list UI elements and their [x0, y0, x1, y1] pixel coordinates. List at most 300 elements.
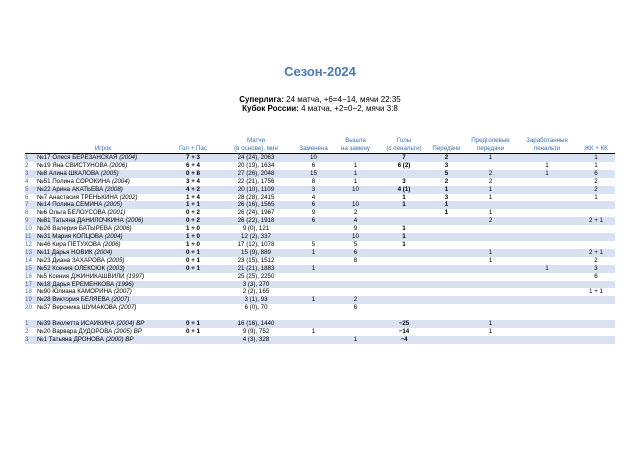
player-name-text: №37 Вероника ШУМАКОВА [37, 304, 117, 312]
subbed-off-cell [295, 336, 332, 344]
matches-cell: 9 (0), 121 [217, 225, 295, 233]
player-birth-year: (2005) ВР [114, 327, 142, 335]
row-index-cell: 17 [25, 281, 37, 289]
pre-assists-cell [464, 225, 517, 233]
player-name-text: №14 Полина СЁМИНА [37, 201, 103, 209]
assists-cell [429, 265, 464, 273]
goals-assists-cell [169, 304, 217, 312]
assists-cell [429, 217, 464, 225]
subbed-off-cell: 9 [295, 209, 332, 217]
col-assists: Передачи [429, 137, 464, 154]
assists-cell: 3 [429, 194, 464, 202]
summary-label: Суперлига: [239, 95, 284, 104]
matches-cell: 22 (21), 1756 [217, 178, 295, 186]
pre-assists-cell: 2 [464, 217, 517, 225]
pre-assists-cell [464, 273, 517, 281]
row-index-cell: 14 [25, 257, 37, 265]
goals-assists-cell: 0 + 8 [169, 170, 217, 178]
goals-assists-cell: 0 + 1 [169, 249, 217, 257]
player-name-cell [37, 178, 169, 186]
assists-cell [429, 273, 464, 281]
subbed-off-cell [295, 225, 332, 233]
matches-cell: 3 (3), 270 [217, 281, 295, 289]
subbed-off-cell [295, 257, 332, 265]
pre-assists-cell: 1 [464, 194, 517, 202]
subbed-on-cell [332, 265, 379, 273]
goalkeeper-row [25, 328, 615, 336]
assists-cell: 2 [429, 154, 464, 162]
row-index-cell: 5 [25, 186, 37, 194]
goals-assists-cell: 0 + 1 [169, 265, 217, 273]
player-name-text: №39 Виолетта ИСАЙКИНА [37, 320, 115, 328]
matches-cell: 20 (10), 1109 [217, 186, 295, 194]
goals-cell: −4 [379, 336, 429, 344]
player-row [25, 304, 615, 312]
goals-assists-cell: 0 + 2 [169, 209, 217, 217]
penalties-won-cell [517, 209, 577, 217]
subbed-on-cell: 1 [332, 178, 379, 186]
subbed-on-cell [332, 281, 379, 289]
assists-cell [429, 233, 464, 241]
cards-cell: 1 [577, 194, 615, 202]
assists-cell [429, 336, 464, 344]
cards-cell: 1 + 1 [577, 288, 615, 296]
goals-assists-cell [169, 281, 217, 289]
player-row [25, 209, 615, 217]
subbed-off-cell [295, 273, 332, 281]
goals-cell: 6 (2) [379, 162, 429, 170]
player-birth-year: (2005) [106, 256, 125, 264]
player-name-cell [37, 288, 169, 296]
penalties-won-cell [517, 186, 577, 194]
goals-cell [379, 288, 429, 296]
row-index-cell: 3 [25, 170, 37, 178]
matches-cell: 2 (2), 165 [217, 288, 295, 296]
player-name-cell [37, 162, 169, 170]
penalties-won-cell [517, 225, 577, 233]
player-birth-year: (2004) [94, 248, 113, 256]
penalties-won-cell [517, 217, 577, 225]
penalties-won-cell [517, 273, 577, 281]
penalties-won-cell [517, 178, 577, 186]
assists-cell [429, 225, 464, 233]
player-stats-table [25, 137, 615, 344]
table-spacer [25, 312, 615, 320]
subbed-off-cell: 5 [295, 241, 332, 249]
assists-cell [429, 257, 464, 265]
assists-cell [429, 304, 464, 312]
player-name-cell [37, 281, 169, 289]
table-spacer-cell [25, 312, 615, 320]
subbed-off-cell [295, 320, 332, 328]
subbed-off-cell [295, 304, 332, 312]
matches-cell: 28 (28), 2415 [217, 194, 295, 202]
cards-cell [577, 320, 615, 328]
col-goals-assists: Гол + Пас [169, 137, 217, 154]
subbed-on-cell: 6 [332, 249, 379, 257]
pre-assists-cell [464, 296, 517, 304]
goals-cell [379, 296, 429, 304]
assists-cell [429, 288, 464, 296]
player-name-text: №8 Алина ШКАЛОВА [37, 169, 100, 177]
matches-cell: 21 (21), 1883 [217, 265, 295, 273]
row-index-cell: 6 [25, 194, 37, 202]
subbed-on-cell [332, 288, 379, 296]
pre-assists-cell [464, 201, 517, 209]
pre-assists-cell: 1 [464, 328, 517, 336]
row-index-cell: 10 [25, 225, 37, 233]
goals-cell: 3 [379, 178, 429, 186]
assists-cell [429, 328, 464, 336]
goals-assists-cell [169, 336, 217, 344]
pre-assists-cell [464, 281, 517, 289]
penalties-won-cell [517, 328, 577, 336]
player-name-cell [37, 170, 169, 178]
player-name-cell [37, 154, 169, 162]
pre-assists-cell: 1 [464, 257, 517, 265]
col-goals: Голы (с пенальти) [379, 137, 429, 154]
assists-cell: 1 [429, 209, 464, 217]
player-name-text: №6 Ольга БЕЛОУСОВА [37, 209, 106, 217]
matches-cell: 24 (24), 2063 [217, 154, 295, 162]
penalties-won-cell [517, 154, 577, 162]
col-player: Игрок [37, 137, 169, 154]
subbed-on-cell [332, 154, 379, 162]
player-name-cell [37, 320, 169, 328]
cards-cell [577, 225, 615, 233]
player-row [25, 186, 615, 194]
cards-cell [577, 281, 615, 289]
subbed-off-cell: 6 [295, 201, 332, 209]
penalties-won-cell [517, 201, 577, 209]
player-birth-year: (2006) [125, 217, 144, 225]
subbed-on-cell: 4 [332, 217, 379, 225]
subbed-off-cell: 1 [295, 328, 332, 336]
player-name-cell [37, 257, 169, 265]
row-index-cell: 8 [25, 209, 37, 217]
player-birth-year: (2006) [109, 161, 128, 169]
assists-cell: 2 [429, 178, 464, 186]
player-birth-year: (2003) [106, 264, 125, 272]
player-row [25, 288, 615, 296]
row-index-cell: 16 [25, 273, 37, 281]
goals-assists-cell [169, 273, 217, 281]
player-name-text: №22 Арина АКАТЬЕВА [37, 185, 104, 193]
goalkeeper-row [25, 336, 615, 344]
goals-cell: 1 [379, 233, 429, 241]
col-index [25, 137, 37, 154]
player-name-text: №17 Олеся БЕРЕЗАНСКАЯ [37, 154, 118, 161]
subbed-off-cell: 6 [295, 217, 332, 225]
player-birth-year: (2006) [113, 225, 132, 233]
cards-cell: 6 [577, 170, 615, 178]
row-index-cell: 2 [25, 328, 37, 336]
player-name-cell [37, 336, 169, 344]
col-pre-assists: Предголевые передачи [464, 137, 517, 154]
pre-assists-cell: 1 [464, 186, 517, 194]
pre-assists-cell [464, 288, 517, 296]
goals-assists-cell: 0 + 1 [169, 320, 217, 328]
player-name-cell [37, 304, 169, 312]
penalties-won-cell: 1 [517, 170, 577, 178]
subbed-on-cell: 5 [332, 241, 379, 249]
player-name-cell [37, 273, 169, 281]
cards-cell [577, 201, 615, 209]
matches-cell: 4 (3), 328 [217, 336, 295, 344]
assists-cell [429, 249, 464, 257]
goals-cell: −25 [379, 320, 429, 328]
matches-cell: 12 (2), 337 [217, 233, 295, 241]
goals-assists-cell: 1 + 0 [169, 233, 217, 241]
goals-assists-cell: 6 + 4 [169, 162, 217, 170]
goals-assists-cell: 1 + 4 [169, 194, 217, 202]
row-index-cell: 13 [25, 249, 37, 257]
player-row [25, 273, 615, 281]
row-index-cell: 18 [25, 288, 37, 296]
row-index-cell: 12 [25, 241, 37, 249]
player-birth-year: (2005) [100, 169, 119, 177]
pre-assists-cell: 2 [464, 170, 517, 178]
cards-cell: 2 [577, 257, 615, 265]
player-name-text: №19 Яна СВИСТУНОВА [37, 161, 108, 169]
goals-cell: 1 [379, 241, 429, 249]
goals-assists-cell: 4 + 2 [169, 186, 217, 194]
player-birth-year: (2002) [119, 193, 138, 201]
assists-cell [429, 296, 464, 304]
goals-cell [379, 249, 429, 257]
matches-cell: 27 (26), 2048 [217, 170, 295, 178]
goals-assists-cell: 0 + 1 [169, 328, 217, 336]
row-index-cell: 1 [25, 320, 37, 328]
subbed-off-cell: 15 [295, 170, 332, 178]
penalties-won-cell [517, 281, 577, 289]
cards-cell: 2 [577, 186, 615, 194]
matches-cell: 26 (24), 1967 [217, 209, 295, 217]
pre-assists-cell [464, 336, 517, 344]
player-name-cell [37, 225, 169, 233]
player-name-cell [37, 194, 169, 202]
row-index-cell: 9 [25, 217, 37, 225]
subbed-on-cell: 2 [332, 296, 379, 304]
player-name-text: №23 Диана ЗАХАРОВА [37, 256, 105, 264]
goals-assists-cell: 7 + 3 [169, 154, 217, 162]
cards-cell: 6 [577, 273, 615, 281]
cards-cell [577, 233, 615, 241]
matches-cell: 16 (16), 1440 [217, 320, 295, 328]
player-name-cell [37, 201, 169, 209]
matches-cell: 26 (16), 1565 [217, 201, 295, 209]
goals-assists-cell: 1 + 0 [169, 225, 217, 233]
player-birth-year: (2001) [107, 209, 126, 217]
player-birth-year: (1996) [115, 280, 134, 288]
goals-assists-cell [169, 288, 217, 296]
pre-assists-cell [464, 233, 517, 241]
penalties-won-cell [517, 304, 577, 312]
goals-cell [379, 265, 429, 273]
col-subbed-off: Заменена [295, 137, 332, 154]
penalties-won-cell: 1 [517, 265, 577, 273]
cards-cell [577, 336, 615, 344]
player-row [25, 257, 615, 265]
row-index-cell: 20 [25, 304, 37, 312]
matches-cell: 3 (1), 93 [217, 296, 295, 304]
pre-assists-cell [464, 304, 517, 312]
subbed-on-cell: 10 [332, 186, 379, 194]
subbed-off-cell: 6 [295, 162, 332, 170]
goals-cell: 1 [379, 194, 429, 202]
col-matches: Матчи (в основе), мин [217, 137, 295, 154]
goals-cell: 1 [379, 201, 429, 209]
subbed-off-cell: 4 [295, 194, 332, 202]
player-birth-year: (2006) [102, 240, 121, 248]
assists-cell [429, 320, 464, 328]
penalties-won-cell [517, 320, 577, 328]
subbed-on-cell: 2 [332, 209, 379, 217]
player-birth-year: (2007) [118, 304, 137, 312]
player-name-cell [37, 233, 169, 241]
player-name-text: №26 Валерия БАТЫРЕВА [37, 225, 112, 233]
row-index-cell: 2 [25, 162, 37, 170]
player-row [25, 178, 615, 186]
pre-assists-cell: 1 [464, 320, 517, 328]
cards-cell: 2 + 1 [577, 249, 615, 257]
player-name-text: №18 Дарья ЕРЕМЕНКОВА [37, 280, 115, 288]
summary-text: 24 матча, +6=4−14, мячи 22:35 [283, 95, 401, 104]
penalties-won-cell [517, 241, 577, 249]
cards-cell [577, 241, 615, 249]
goals-cell [379, 257, 429, 265]
player-name-text: №46 Кира ПЕТУХОВА [37, 240, 101, 248]
pre-assists-cell: 1 [464, 209, 517, 217]
player-row [25, 170, 615, 178]
cards-cell: 2 [577, 178, 615, 186]
matches-cell: 20 (19), 1634 [217, 162, 295, 170]
subbed-off-cell [295, 233, 332, 241]
goals-assists-cell: 0 + 2 [169, 217, 217, 225]
player-name-text: №28 Виктория БЕЛЯЕВА [37, 296, 110, 304]
goals-cell: 1 [379, 225, 429, 233]
subbed-on-cell: 10 [332, 201, 379, 209]
subbed-off-cell: 1 [295, 296, 332, 304]
player-row [25, 296, 615, 304]
player-name-text: №1 Татьяна ДРОНОВА [37, 335, 104, 343]
player-birth-year: (2004) [104, 233, 123, 241]
pre-assists-cell: 2 [464, 178, 517, 186]
penalties-won-cell [517, 194, 577, 202]
row-index-cell: 15 [25, 265, 37, 273]
player-birth-year: (2007) [113, 288, 132, 296]
matches-cell: 25 (25), 2250 [217, 273, 295, 281]
table-header [25, 137, 615, 154]
row-index-cell: 19 [25, 296, 37, 304]
row-index-cell: 7 [25, 201, 37, 209]
subbed-off-cell [295, 288, 332, 296]
subbed-on-cell: 10 [332, 233, 379, 241]
pre-assists-cell [464, 162, 517, 170]
col-cards: ЖК + КК [577, 137, 615, 154]
cards-cell [577, 304, 615, 312]
assists-cell [429, 281, 464, 289]
assists-cell: 1 [429, 201, 464, 209]
cards-cell [577, 328, 615, 336]
penalties-won-cell [517, 336, 577, 344]
player-name-text: №81 Татьяна ДАНИЛОЧКИНА [37, 217, 124, 225]
subbed-off-cell: 3 [295, 186, 332, 194]
pre-assists-cell [464, 265, 517, 273]
goals-assists-cell [169, 296, 217, 304]
subbed-off-cell: 1 [295, 249, 332, 257]
player-name-text: №31 Мария КОПЦОВА [37, 233, 103, 241]
player-birth-year: (1997) [126, 272, 145, 280]
pre-assists-cell: 1 [464, 154, 517, 162]
summary-superleague [0, 95, 640, 104]
penalties-won-cell [517, 288, 577, 296]
goals-assists-cell: 0 + 1 [169, 257, 217, 265]
player-row [25, 162, 615, 170]
player-name-text: №90 Юлиана КАМОРИНА [37, 288, 113, 296]
cards-cell: 2 + 1 [577, 217, 615, 225]
col-subbed-on: Вышла на замену [332, 137, 379, 154]
player-name-cell [37, 217, 169, 225]
matches-cell: 26 (22), 1918 [217, 217, 295, 225]
player-row [25, 241, 615, 249]
player-name-text: №7 Анастасия ТРЕНЬКИНА [37, 193, 118, 201]
player-birth-year: (2000) ВР [105, 335, 134, 343]
page-title: Сезон-2024 [284, 64, 356, 79]
pre-assists-cell: 1 [464, 249, 517, 257]
col-penalties-won: Заработанные пенальти [517, 137, 577, 154]
player-row [25, 154, 615, 162]
player-row [25, 265, 615, 273]
subbed-on-cell: 1 [332, 162, 379, 170]
penalties-won-cell [517, 233, 577, 241]
row-index-cell: 4 [25, 178, 37, 186]
player-name-text: №5 Ксения ДЖИНИКАШВИЛИ [37, 272, 125, 280]
player-name-cell [37, 241, 169, 249]
player-name-text: №11 Дарья НОВИК [37, 248, 93, 256]
row-index-cell: 1 [25, 154, 37, 162]
goalkeeper-row [25, 320, 615, 328]
player-name-cell [37, 265, 169, 273]
matches-cell: 15 (9), 889 [217, 249, 295, 257]
goals-cell [379, 209, 429, 217]
goals-cell: 7 [379, 154, 429, 162]
subbed-on-cell [332, 328, 379, 336]
goals-cell [379, 304, 429, 312]
subbed-off-cell: 10 [295, 154, 332, 162]
goals-assists-cell: 1 + 0 [169, 241, 217, 249]
goals-assists-cell: 3 + 4 [169, 178, 217, 186]
subbed-on-cell: 9 [332, 225, 379, 233]
player-name-text: №51 Полина СОРОКИНА [37, 177, 111, 185]
player-row [25, 225, 615, 233]
goals-cell: −14 [379, 328, 429, 336]
summary-label: Кубок России: [242, 104, 299, 113]
assists-cell: 1 [429, 186, 464, 194]
player-name-text: №52 Ксения ОЛЕКСЮК [37, 264, 106, 272]
player-name-cell [37, 249, 169, 257]
matches-cell: 6 (0), 70 [217, 304, 295, 312]
row-index-cell: 11 [25, 233, 37, 241]
pre-assists-cell [464, 241, 517, 249]
summary-cup [0, 104, 640, 113]
player-birth-year: (2008) [104, 185, 123, 193]
cards-cell: 1 [577, 154, 615, 162]
player-birth-year: (2004) [111, 177, 130, 185]
assists-cell [429, 241, 464, 249]
player-name-cell [37, 328, 169, 336]
goals-cell [379, 273, 429, 281]
